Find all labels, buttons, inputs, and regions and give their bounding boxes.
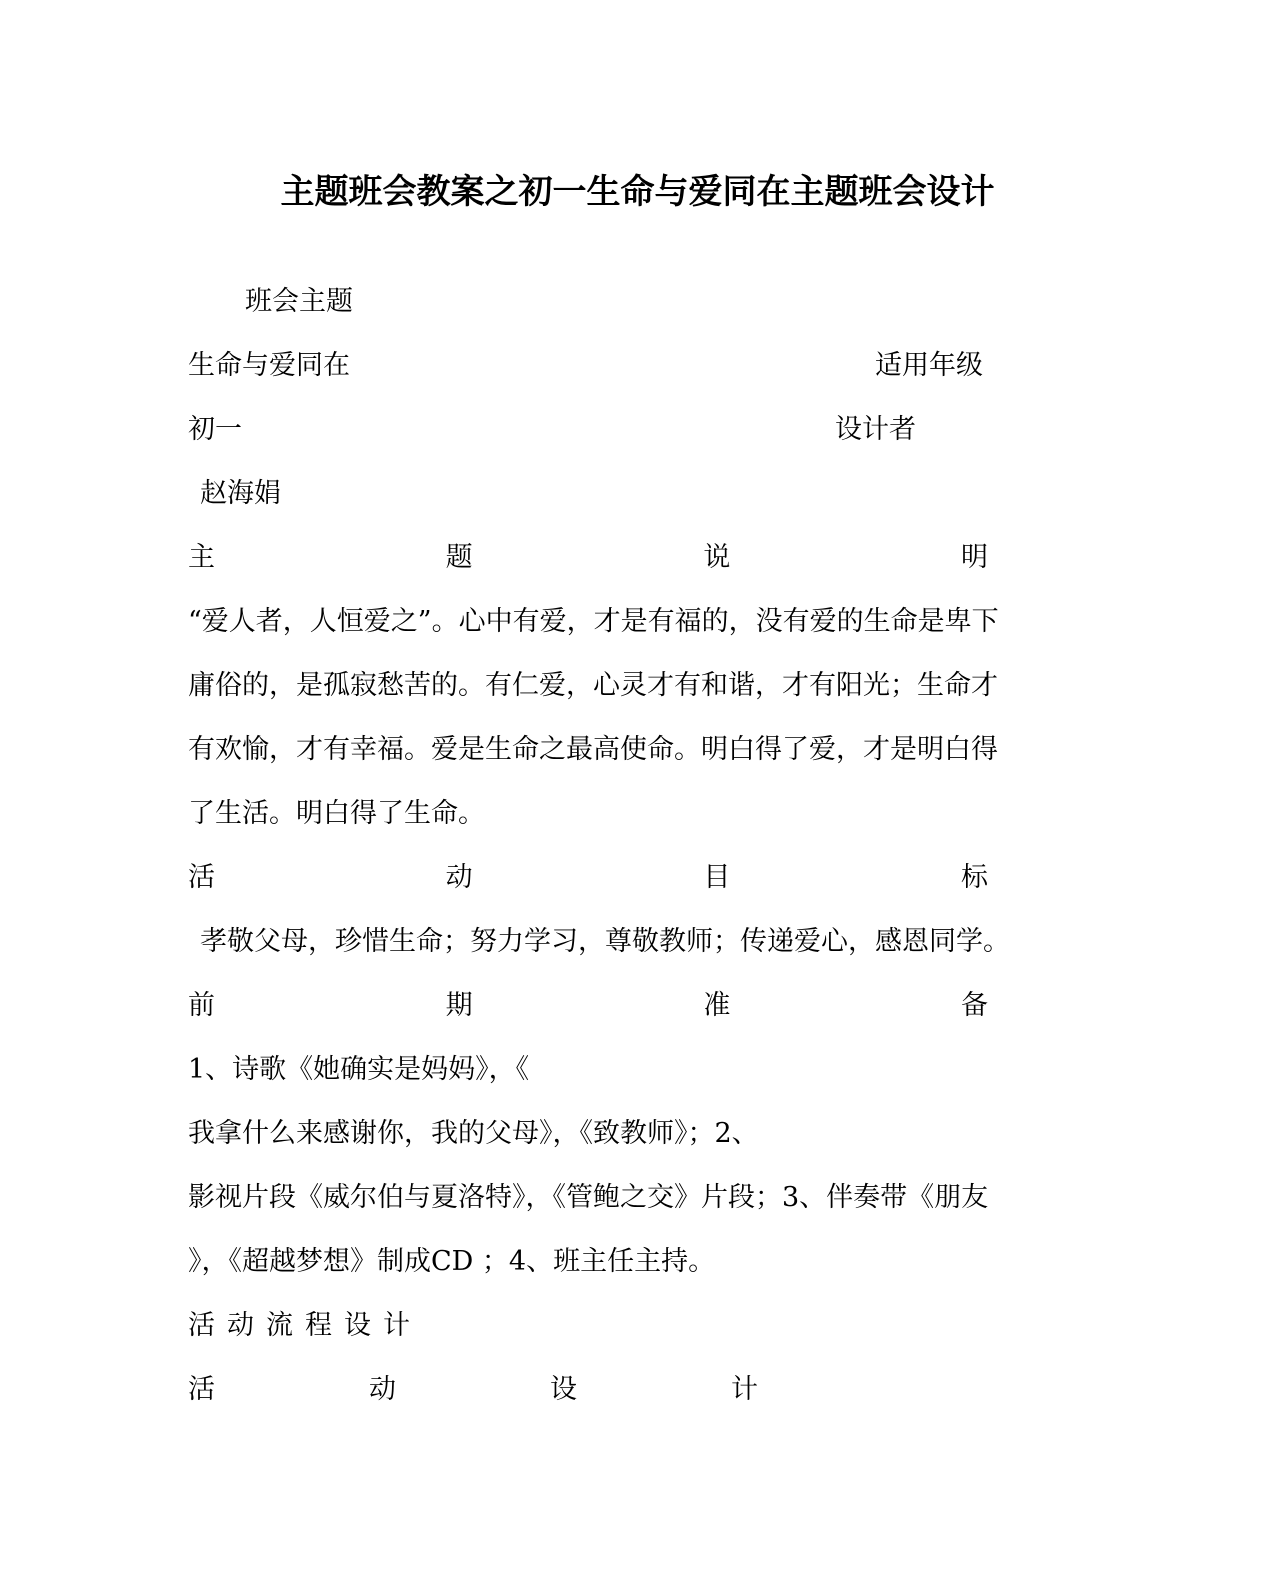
heading-char: 说: [703, 542, 731, 573]
grade-value: 初一: [188, 414, 242, 445]
heading-char: 期: [445, 990, 473, 1021]
heading-char: 计: [731, 1374, 758, 1405]
heading-char: 目: [703, 862, 731, 893]
heading-char: 动: [369, 1374, 396, 1405]
heading-char: 前: [188, 990, 215, 1021]
designer-value: 赵海娟: [200, 478, 281, 509]
heading-char: 备: [960, 990, 988, 1021]
prep-line: 》，《超越梦想》制成CD ；4、班主任主持。: [188, 1246, 716, 1277]
section-heading-activity-goal: [188, 859, 988, 897]
goal-text: 孝敬父母，珍惜生命；努力学习，尊敬教师；传递爱心，感恩同学。: [200, 926, 1010, 957]
grade-label: 适用年级: [875, 350, 983, 381]
heading-char: 明: [960, 542, 988, 573]
paragraph-line: 庸俗的，是孤寂愁苦的。有仁爱，心灵才有和谐，才有阳光；生命才: [188, 670, 998, 701]
heading-char: 活: [188, 862, 215, 893]
section-heading-activity-design: [188, 1371, 758, 1409]
prep-line: 我拿什么来感谢你，我的父母》，《致教师》；2、: [188, 1118, 759, 1149]
section-heading-theme-description: [188, 539, 988, 577]
heading-char: 主: [188, 542, 215, 573]
paragraph-line: 有欢愉，才有幸福。爱是生命之最高使命。明白得了爱，才是明白得: [188, 734, 998, 765]
theme-label: 班会主题: [245, 286, 353, 317]
section-heading-preparation: [188, 987, 988, 1025]
heading-char: 题: [445, 542, 473, 573]
heading-char: 标: [960, 862, 988, 893]
heading-char: 设: [550, 1374, 577, 1405]
heading-char: 准: [703, 990, 731, 1021]
designer-label: 设计者: [835, 414, 916, 445]
prep-line: 1、诗歌《她确实是妈妈》，《: [188, 1054, 530, 1085]
heading-char: 活: [188, 1374, 215, 1405]
theme-value: 生命与爱同在: [188, 350, 350, 381]
paragraph-line: 了生活。明白得了生命。: [188, 798, 485, 829]
heading-char: 动: [445, 862, 473, 893]
paragraph-line: “爱人者，人恒爱之”。心中有爱，才是有福的，没有爱的生命是卑下: [188, 606, 999, 637]
flow-heading: 活动流程设计: [188, 1310, 422, 1341]
prep-line: 影视片段《威尔伯与夏洛特》，《管鲍之交》片段；3、伴奏带《朋友: [188, 1182, 989, 1213]
document-title: 主题班会教案之初一生命与爱同在主题班会设计: [280, 172, 995, 212]
